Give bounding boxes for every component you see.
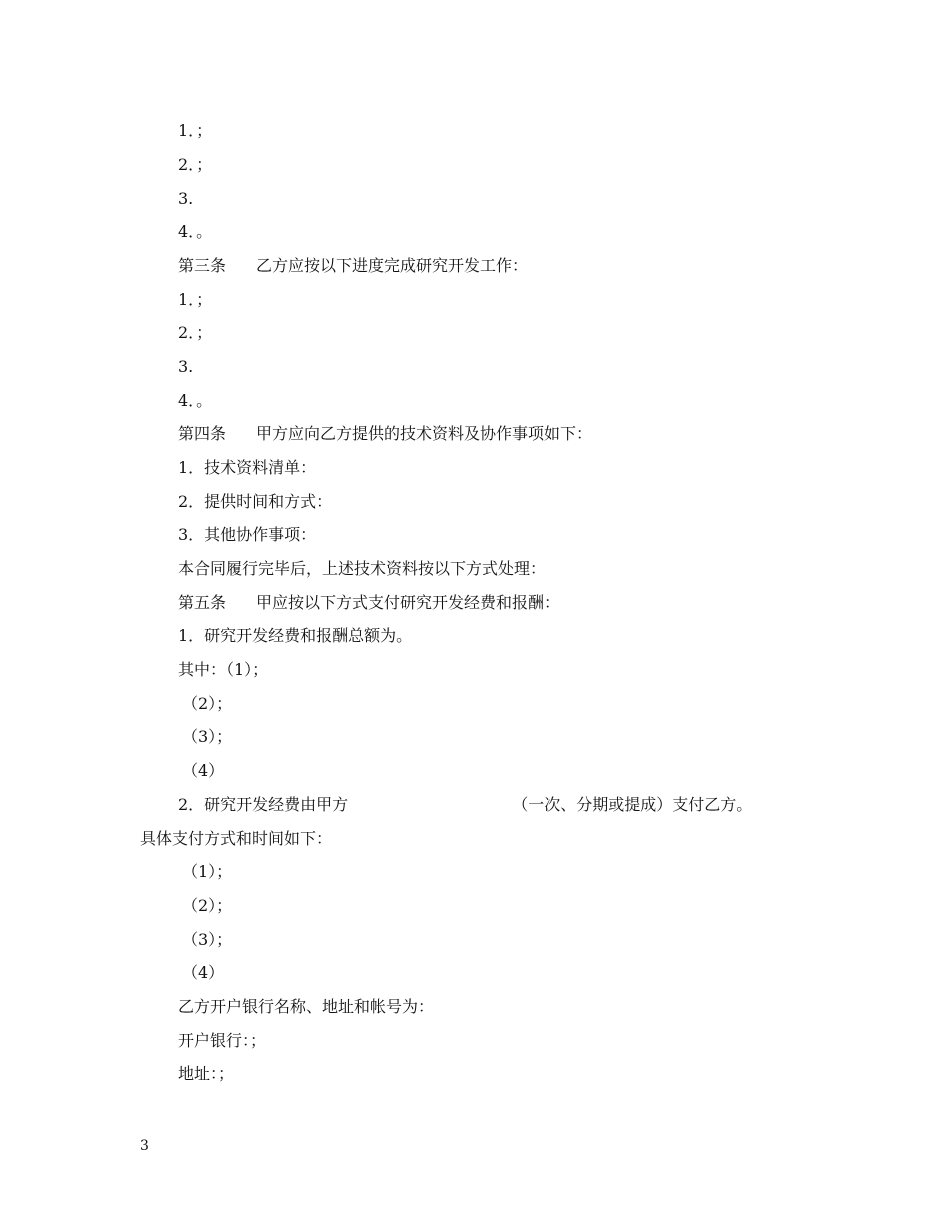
paragraph: 乙方开户银行名称、地址和帐号为： xyxy=(178,997,435,1016)
list-item: 2．； xyxy=(178,323,213,342)
list-item: 1．技术资料清单： xyxy=(178,458,317,477)
list-item: 2．提供时间和方式： xyxy=(178,492,333,511)
list-item: （4） xyxy=(182,761,225,780)
list-item: 4．。 xyxy=(178,222,213,241)
article-heading xyxy=(178,424,592,444)
list-item: （4） xyxy=(182,963,225,982)
payment-method: （一次、分期或提成）支付乙方。 xyxy=(512,795,753,814)
list-item: （3）； xyxy=(182,727,233,746)
list-item: 其中：（1）； xyxy=(178,660,269,679)
paragraph: 具体支付方式和时间如下： xyxy=(140,829,333,848)
bank-address-line: 地址：； xyxy=(178,1064,235,1083)
article-text: 甲应按以下方式支付研究开发经费和报酬： xyxy=(256,593,561,612)
list-item: 1．研究开发经费和报酬总额为。 xyxy=(178,626,413,645)
article-number: 第三条 xyxy=(178,256,227,275)
list-item: 3. xyxy=(178,189,194,208)
payment-clause: 2．研究开发经费由甲方 xyxy=(178,795,349,814)
list-item: 2．； xyxy=(178,155,213,174)
list-item: （2）； xyxy=(182,896,233,915)
paragraph: 本合同履行完毕后，上述技术资料按以下方式处理： xyxy=(178,559,547,578)
article-heading xyxy=(178,256,528,276)
list-item xyxy=(178,795,752,815)
list-item: （1）； xyxy=(182,862,233,881)
list-item: 3．其他协作事项： xyxy=(178,525,317,544)
list-item: （2）； xyxy=(182,694,233,713)
article-number: 第五条 xyxy=(178,593,227,612)
bank-name-line: 开户银行：； xyxy=(178,1031,267,1050)
list-item: 3. xyxy=(178,357,194,376)
article-text: 乙方应按以下进度完成研究开发工作： xyxy=(256,256,529,275)
list-item: 1．； xyxy=(178,121,213,140)
list-item: （3）； xyxy=(182,930,233,949)
article-heading xyxy=(178,593,560,613)
article-text: 甲方应向乙方提供的技术资料及协作事项如下： xyxy=(256,424,593,443)
article-number: 第四条 xyxy=(178,424,227,443)
list-item: 1．； xyxy=(178,290,213,309)
list-item: 4．。 xyxy=(178,391,213,410)
page-number: 3 xyxy=(140,1138,149,1154)
